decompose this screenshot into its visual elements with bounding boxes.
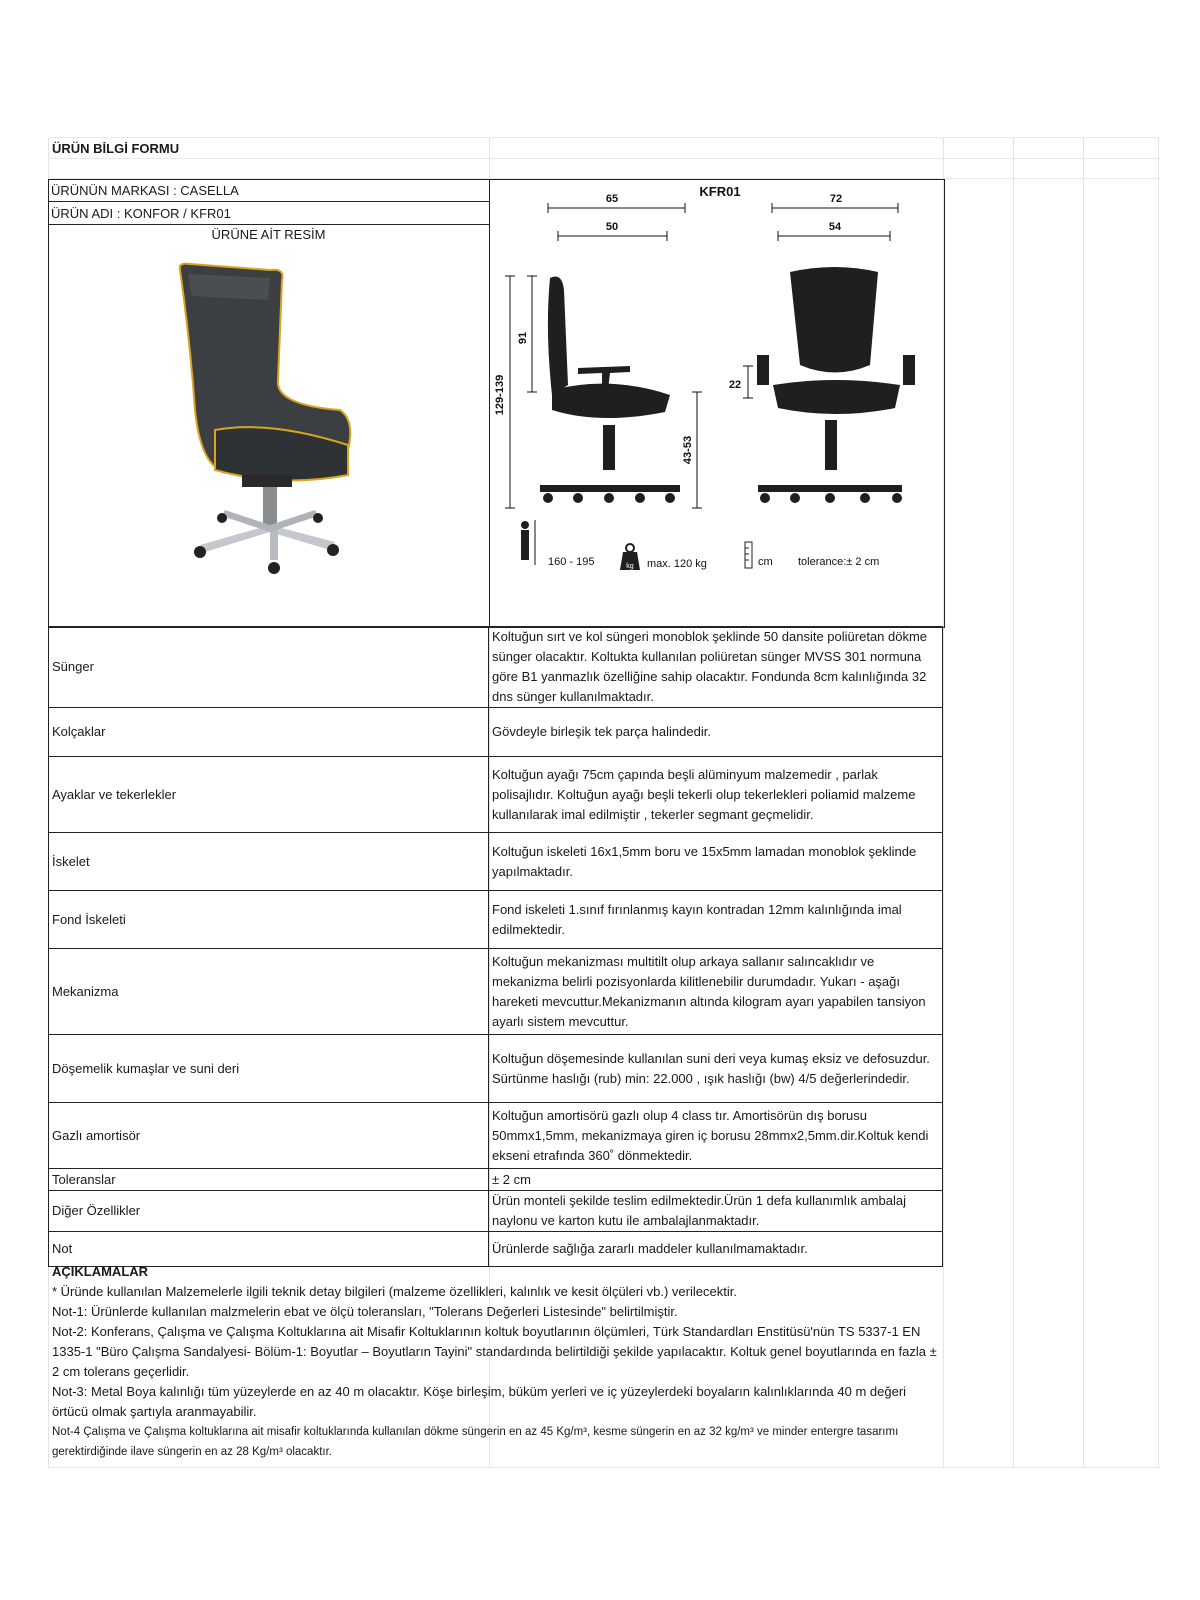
dimension-diagram (490, 180, 942, 625)
row-text: Ürünlerde sağlığa zararlı maddeler kullanılmamaktadır. (489, 1232, 943, 1267)
table-row (49, 708, 943, 757)
row-label: Mekanizma (49, 949, 489, 1035)
table-row (49, 833, 943, 891)
row-text: Koltuğun mekanizması multitilt olup arkaya sallanır salıncaklıdır ve mekanizma belirli pozisyonlarda kilitlenebilir durumdadır. Yukarı - aşağı hareketi mevcuttur.Mekanizmanın altında kilogram ayarı yapabilen tansiyon ayarlı sistem mevcuttur. (489, 949, 943, 1035)
row-label: Döşemelik kumaşlar ve suni deri (49, 1035, 489, 1103)
row-text: Ürün monteli şekilde teslim edilmektedir.Ürün 1 defa kullanımlık ambalaj naylonu ve karton kutu ile ambalajlanmaktadır. (489, 1191, 943, 1232)
weight-icon (620, 544, 640, 570)
dim-width-outer-left: 65 (605, 193, 619, 205)
row-text: ± 2 cm (489, 1169, 943, 1191)
notes-section (52, 1262, 942, 1462)
ruler-icon (745, 542, 752, 568)
grid-line (48, 1467, 1160, 1468)
kg-badge: kg (626, 563, 634, 570)
row-text: Koltuğun sırt ve kol süngeri monoblok şeklinde 50 dansite poliüretan dökme sünger olacaktır. Koltukta kullanılan poliüretan sünger MVSS 301 normuna göre B1 yanmazlık özelliğine sahip olacaktır. Fondunda 8cm kalınlığında 32 dns sünger kullanılmaktadır. (489, 627, 943, 708)
row-label: Fond İskeleti (49, 891, 489, 949)
row-text: Koltuğun ayağı 75cm çapında beşli alüminyum malzemedir , parlak polisajlıdır. Koltuğun ayağı beşli tekerli olup tekerlekleri poliamid malzeme kullanılarak imal edilmiştir , tekerler segmant geçmelidir. (489, 757, 943, 833)
table-row (49, 1191, 943, 1232)
table-row (49, 1103, 943, 1169)
user-height-range: 160 - 195 (548, 556, 595, 568)
row-text: Fond iskeleti 1.sınıf fırınlanmış kayın kontradan 12mm kalınlığında imal edilmektedir. (489, 891, 943, 949)
dim-seat-height: 43-53 (682, 435, 694, 465)
product-name-line: ÜRÜN ADI : KONFOR / KFR01 (51, 206, 231, 221)
brand-line: ÜRÜNÜN MARKASI : CASELLA (51, 183, 239, 198)
note-2: Not-2: Konferans, Çalışma ve Çalışma Koltuklarına ait Misafir Koltuklarının koltuk boyutlarının ölçümleri, Türk Standardları Enstitüsü'nün TS 5337-1 EN 1335-1 "Büro Çalışma Sandalyesi- Bölüm-1: Boyutlar – Boyutların Tayini" standardında belirtildiği şekilde yapılacaktır. Koltuk genel boyutlarında en fazla ± 2 cm tolerans geçerlidir. (52, 1324, 937, 1379)
row-label: Toleranslar (49, 1169, 489, 1191)
model-code: KFR01 (699, 184, 741, 199)
person-icon (521, 520, 535, 565)
dim-width-inner-left: 50 (605, 221, 619, 233)
grid-line (1083, 137, 1084, 1467)
dim-total-height: 129-139 (494, 374, 506, 416)
grid-line (1158, 137, 1159, 1467)
note-general: * Üründe kullanılan Malzemelerle ilgili teknik detay bilgileri (malzeme özellikleri, kalınlık ve kesit ölçüleri vb.) verilecektir. (52, 1284, 737, 1299)
grid-line (48, 158, 1160, 159)
row-text: Koltuğun amortisörü gazlı olup 4 class tır. Amortisörün dış borusu 50mmx1,5mm, mekanizmaya giren iç borusu 28mmx2,5mm.dir.Koltuk kendi ekseni etrafında 360˚ dönmektedir. (489, 1103, 943, 1169)
note-4: Not-4 Çalışma ve Çalışma koltuklarına ait misafir koltuklarında kullanılan dökme süngerin en az 45 Kg/m³, kesme süngerin en az 32 kg/m³ ve minder entergre tasarımı gerektirdiğinde ilave süngerin en az 28 Kg/m³ olacaktır. (52, 1426, 899, 1458)
dim-back-height: 91 (517, 331, 529, 345)
row-text: Gövdeyle birleşik tek parça halindedir. (489, 708, 943, 757)
notes-heading: AÇIKLAMALAR (52, 1264, 149, 1279)
row-label: Gazlı amortisör (49, 1103, 489, 1169)
table-row (49, 757, 943, 833)
row-label: Kolçaklar (49, 708, 489, 757)
unit-label: cm (758, 556, 773, 568)
image-caption: ÜRÜNE AİT RESİM (211, 227, 326, 242)
row-label: İskelet (49, 833, 489, 891)
table-row (49, 949, 943, 1035)
tolerance-label: tolerance:± 2 cm (798, 556, 880, 568)
row-label: Sünger (49, 627, 489, 708)
note-3: Not-3: Metal Boya kalınlığı tüm yüzeylerde en az 40 m olacaktır. Köşe birleşim, büküm yerleri ve iç yüzeylerdeki boyaların kalınlıklarında 40 m değeri örtücü olmak şartıyla aranmayabilir. (52, 1384, 907, 1419)
row-label: Not (49, 1232, 489, 1267)
dim-width-inner-right: 54 (828, 221, 842, 233)
note-1: Not-1: Ürünlerde kullanılan malzmelerin ebat ve ölçü toleransları, "Tolerans Değerleri Listesinde" belirtilmiştir. (52, 1304, 678, 1319)
spec-table (48, 626, 943, 1267)
table-row (49, 1035, 943, 1103)
row-text: Koltuğun iskeleti 16x1,5mm boru ve 15x5mm lamadan monoblok şeklinde yapılmaktadır. (489, 833, 943, 891)
row-text: Koltuğun döşemesinde kullanılan suni deri veya kumaş eksiz ve defosuzdur. Sürtünme haslığı (rub) min: 22.000 , ışık haslığı (bw) 4/5 değerlerindedir. (489, 1035, 943, 1103)
dim-arm-height: 22 (728, 379, 742, 391)
product-photo (170, 260, 370, 595)
table-row (49, 627, 943, 708)
table-row (49, 891, 943, 949)
dim-width-outer-right: 72 (829, 193, 843, 205)
row-label: Ayaklar ve tekerlekler (49, 757, 489, 833)
grid-line (48, 137, 1160, 138)
max-weight: max. 120 kg (647, 558, 707, 570)
grid-line (1013, 137, 1014, 1467)
table-row (49, 1169, 943, 1191)
row-label: Diğer Özellikler (49, 1191, 489, 1232)
divider (48, 201, 489, 202)
form-title: ÜRÜN BİLGİ FORMU (52, 141, 180, 156)
